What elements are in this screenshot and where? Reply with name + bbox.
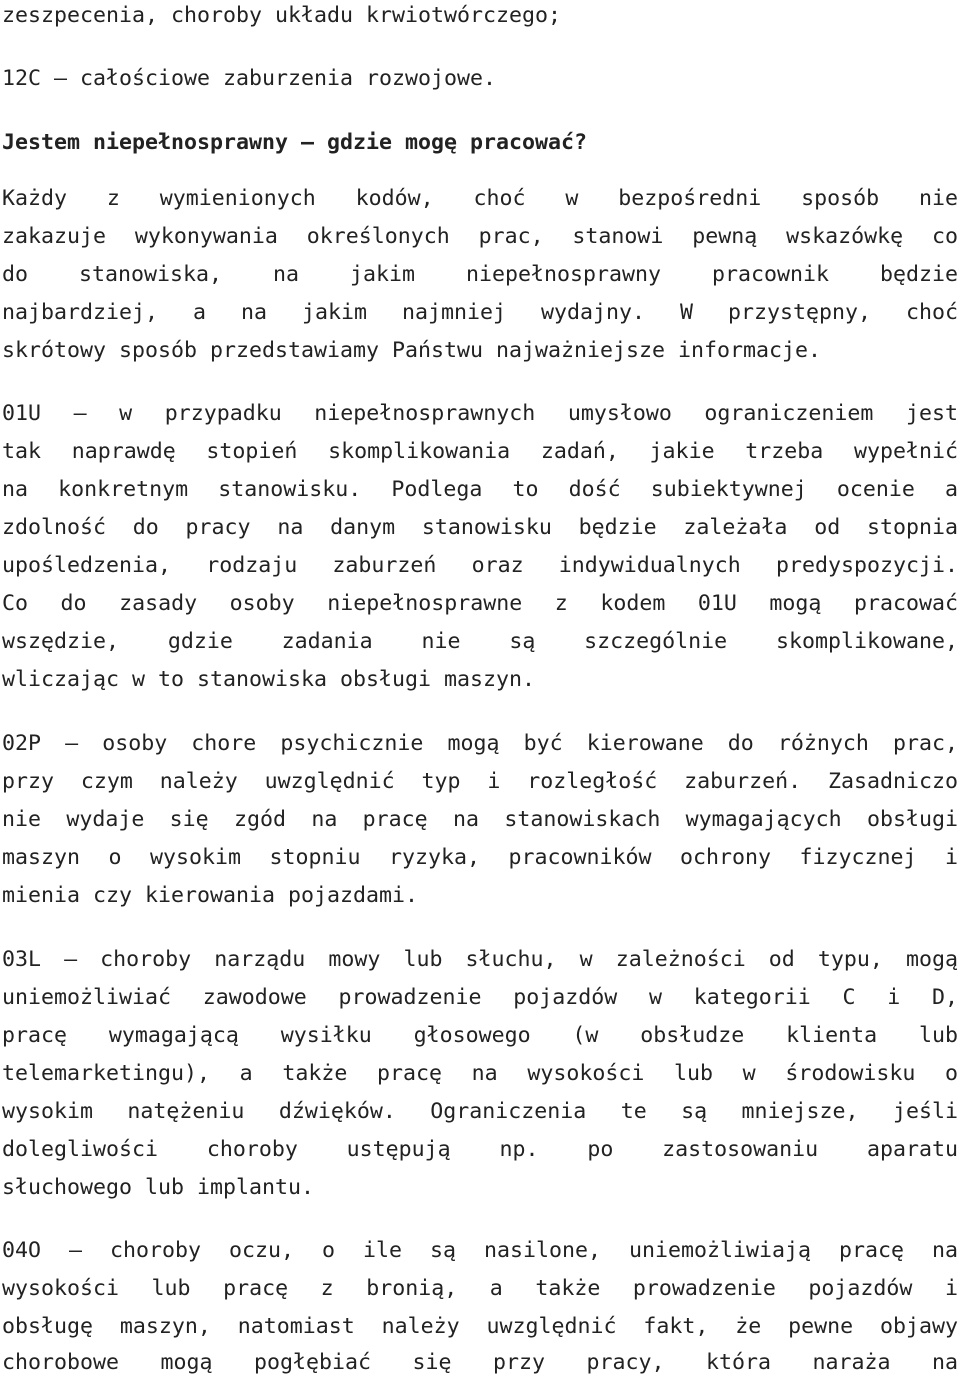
text-line: maszyn o wysokim stopniu ryzyka, pracowników ochrony fizycznej i	[2, 845, 958, 870]
text-line: 01U – w przypadku niepełnosprawnych umysłowo ograniczeniem jest	[2, 401, 958, 426]
text-line: przy czym należy uwzględnić typ i rozległość zaburzeń. Zasadniczo	[2, 769, 958, 794]
text-line: mienia czy kierowania pojazdami.	[2, 883, 419, 908]
text-line: wliczając w to stanowiska obsługi maszyn.	[2, 667, 536, 692]
text-line: najbardziej, a na jakim najmniej wydajny. W przystępny, choć	[2, 300, 958, 325]
section-heading: Jestem niepełnosprawny – gdzie mogę pracować?	[2, 130, 588, 155]
text-line: upośledzenia, rodzaju zaburzeń oraz indywidualnych predyspozycji.	[2, 553, 958, 578]
text-line: 12C – całościowe zaburzenia rozwojowe.	[2, 66, 497, 91]
text-line: dolegliwości choroby ustępują np. po zastosowaniu aparatu	[2, 1137, 958, 1162]
text-line: obsługę maszyn, natomiast należy uwzględnić fakt, że pewne objawy	[2, 1314, 958, 1339]
text-line: do stanowiska, na jakim niepełnosprawny pracownik będzie	[2, 262, 958, 287]
text-line: telemarketingu), a także pracę na wysokości lub w środowisku o	[2, 1061, 958, 1086]
text-line: wysokości lub pracę z bronią, a także prowadzenie pojazdów i	[2, 1276, 958, 1301]
text-line: 03L – choroby narządu mowy lub słuchu, w zależności od typu, mogą	[2, 947, 958, 972]
text-line: tak naprawdę stopień skomplikowania zadań, jakie trzeba wypełnić	[2, 439, 958, 464]
text-line: słuchowego lub implantu.	[2, 1175, 315, 1200]
text-line: uniemożliwiać zawodowe prowadzenie pojazdów w kategorii C i D,	[2, 985, 958, 1010]
text-line: skrótowy sposób przedstawiamy Państwu najważniejsze informacje.	[2, 338, 822, 363]
text-line: wysokim natężeniu dźwięków. Ograniczenia te są mniejsze, jeśli	[2, 1099, 958, 1124]
text-line: Co do zasady osoby niepełnosprawne z kodem 01U mogą pracować	[2, 591, 958, 616]
text-line: na konkretnym stanowisku. Podlega to dość subiektywnej ocenie a	[2, 477, 958, 502]
text-line: 04O – choroby oczu, o ile są nasilone, uniemożliwiają pracę na	[2, 1238, 958, 1263]
text-line: 02P – osoby chore psychicznie mogą być kierowane do różnych prac,	[2, 731, 958, 756]
text-line: Każdy z wymienionych kodów, choć w bezpośredni sposób nie	[2, 186, 958, 211]
text-line: nie wydaje się zgód na pracę na stanowiskach wymagających obsługi	[2, 807, 958, 832]
text-line: pracę wymagającą wysiłku głosowego (w obsłudze klienta lub	[2, 1023, 958, 1048]
text-line: wszędzie, gdzie zadania nie są szczególnie skomplikowane,	[2, 629, 958, 654]
text-line: chorobowe mogą pogłębiać się przy pracy, która naraża na	[2, 1350, 958, 1375]
text-line: zdolność do pracy na danym stanowisku będzie zależała od stopnia	[2, 515, 958, 540]
text-line: zeszpecenia, choroby układu krwiotwórczego;	[2, 3, 562, 28]
text-line: zakazuje wykonywania określonych prac, stanowi pewną wskazówkę co	[2, 224, 958, 249]
